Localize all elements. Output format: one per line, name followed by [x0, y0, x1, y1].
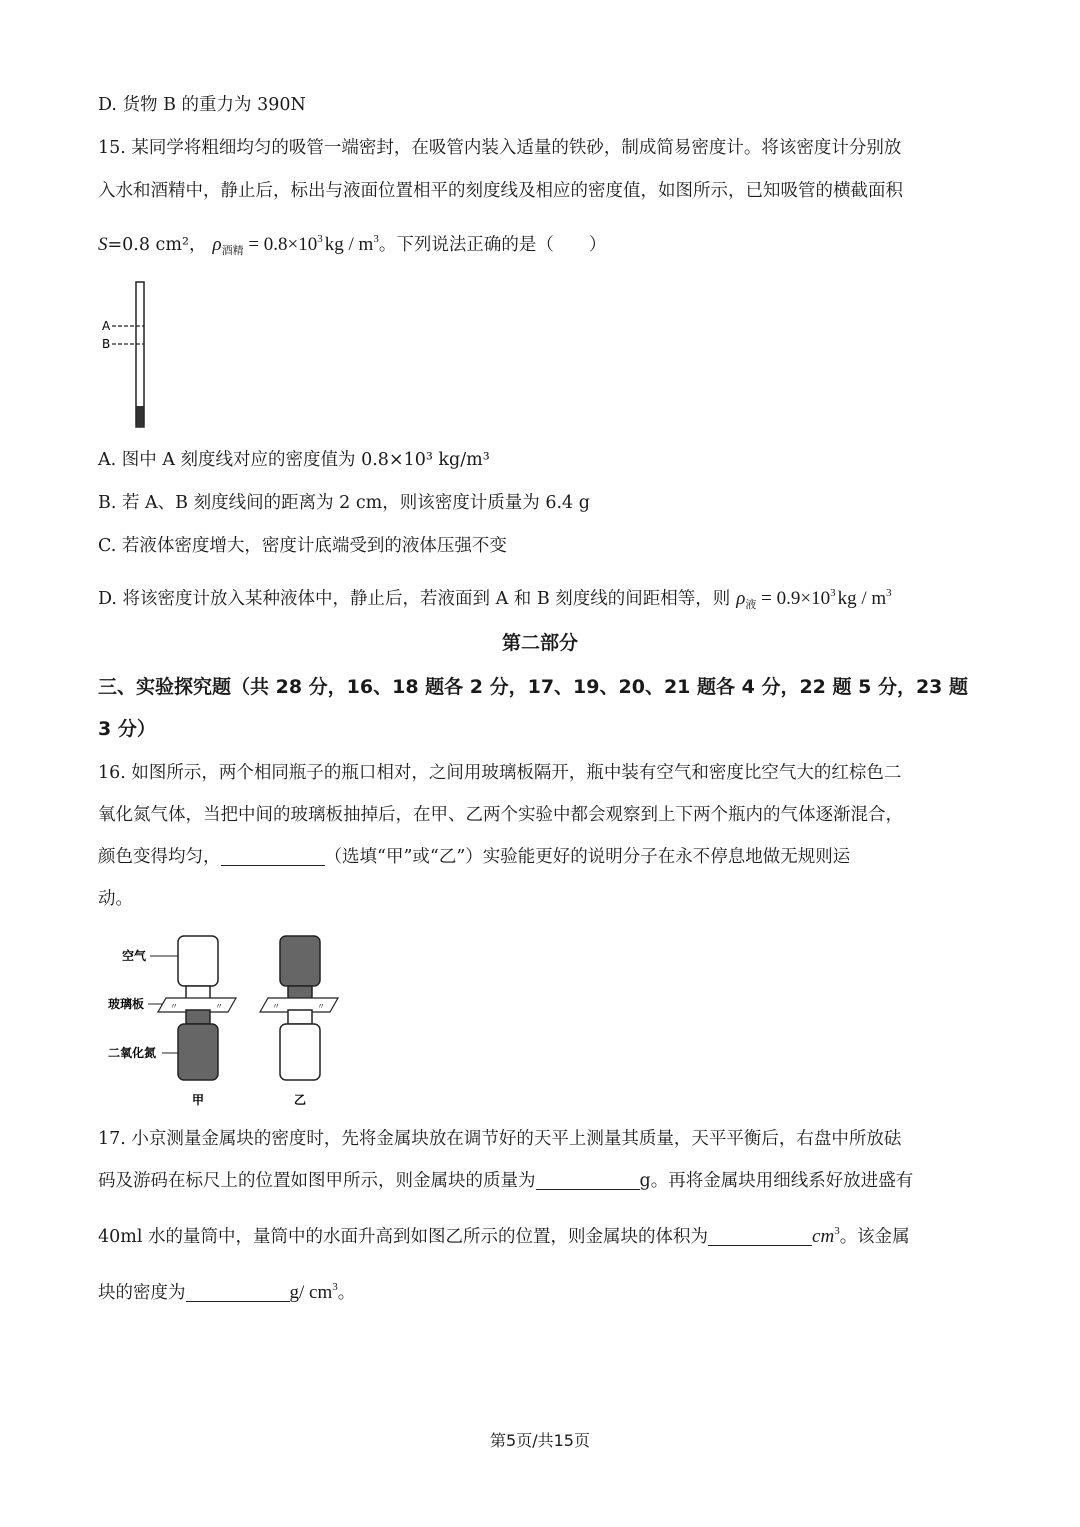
q16-stem-line2: 氧化氮气体，当把中间的玻璃板抽掉后，在甲、乙两个实验中都会观察到上下两个瓶内的气体逐渐混合，	[98, 805, 903, 825]
q17-density-blank[interactable]	[186, 1281, 290, 1302]
label-glass-plate: 玻璃板	[108, 997, 145, 1011]
q15-option-b: B. 若 A、B 刻度线间的距离为 2 cm，则该密度计质量为 6.4 g	[98, 493, 590, 513]
label-jia: 甲	[192, 1093, 205, 1107]
q15-density-meter-figure	[98, 278, 168, 438]
straw-tube	[136, 282, 144, 427]
iron-sand	[137, 406, 144, 427]
page-number: 第5页/共15页	[490, 1431, 590, 1450]
label-air: 空气	[122, 949, 147, 963]
q16-stem-line3: 颜色变得均匀， （选填“甲”或“乙”）实验能更好的说明分子在永不停息地做无规则运	[98, 847, 851, 867]
q15-stem-line2: 入水和酒精中，静止后，标出与液面位置相平的刻度线及相应的密度值，如图所示，已知吸管的横截面积	[98, 181, 903, 201]
q16-answer-blank[interactable]	[221, 845, 325, 866]
q17-stem-line2: 码及游码在标尺上的位置如图甲所示，则金属块的质量为 g。再将金属块用细线系好放进盛有	[98, 1171, 914, 1191]
q17-volume-blank[interactable]	[708, 1225, 812, 1246]
q17-stem-line3: 40ml 水的量筒中，量筒中的水面升高到如图乙所示的位置，则金属块的体积为 $cm^3$。该金属	[98, 1225, 910, 1247]
q17-stem-line1: 17. 小京测量金属块的密度时，先将金属块放在调节好的天平上测量其质量，天平平衡后，右盘中所放砝	[98, 1129, 902, 1149]
q14-option-d: D. 货物 B 的重力为 390N	[98, 95, 306, 115]
q17-stem-line4: 块的密度为 g/ $cm^3$。	[98, 1281, 356, 1303]
section-three-heading-line1: 三、实验探究题（共 28 分，16、18 题各 2 分，17、19、20、21 题各 4 分，22 题 5 分，23 题	[98, 676, 969, 698]
part-two-heading: 第二部分	[501, 632, 578, 654]
label-no2: 二氧化氮	[108, 1046, 157, 1060]
svg-text:〃: 〃	[170, 1002, 178, 1011]
svg-text:〃: 〃	[215, 1002, 223, 1011]
q15-stem-line1: 15. 某同学将粗细均匀的吸管一端密封，在吸管内装入适量的铁砂，制成简易密度计。将该密度计分别放	[98, 138, 902, 158]
svg-text:〃: 〃	[317, 1002, 325, 1011]
q16-bottles-figure	[100, 930, 370, 1110]
q16-stem-line4: 动。	[98, 889, 133, 909]
q15-option-d: D. 将该密度计放入某种液体中，静止后，若液面到 A 和 B 刻度线的间距相等，则 $\rho_液 = 0.9\times 10^3$ kg / $m^3$	[98, 587, 892, 611]
q15-option-c: C. 若液体密度增大，密度计底端受到的液体压强不变	[98, 536, 507, 556]
label-yi: 乙	[294, 1093, 307, 1107]
mark-b-label: B	[102, 337, 111, 351]
mark-a-label: A	[102, 319, 111, 333]
experiment-yi	[260, 936, 338, 1107]
experiment-jia	[158, 936, 236, 1107]
q16-stem-line1: 16. 如图所示，两个相同瓶子的瓶口相对，之间用玻璃板隔开，瓶中装有空气和密度比空气大的红棕色二	[98, 763, 902, 783]
q15-option-a: A. 图中 A 刻度线对应的密度值为 0.8×10³ kg/m³	[98, 450, 490, 470]
svg-text:〃: 〃	[272, 1002, 280, 1011]
section-three-heading-line2: 3 分）	[98, 718, 156, 740]
q17-mass-blank[interactable]	[536, 1169, 640, 1190]
q15-stem-line3: S=0.8 cm²， $\rho_{酒精} = 0.8\times 10^3$ kg / $m^3$。下列说法正确的是（ ）	[98, 233, 607, 257]
